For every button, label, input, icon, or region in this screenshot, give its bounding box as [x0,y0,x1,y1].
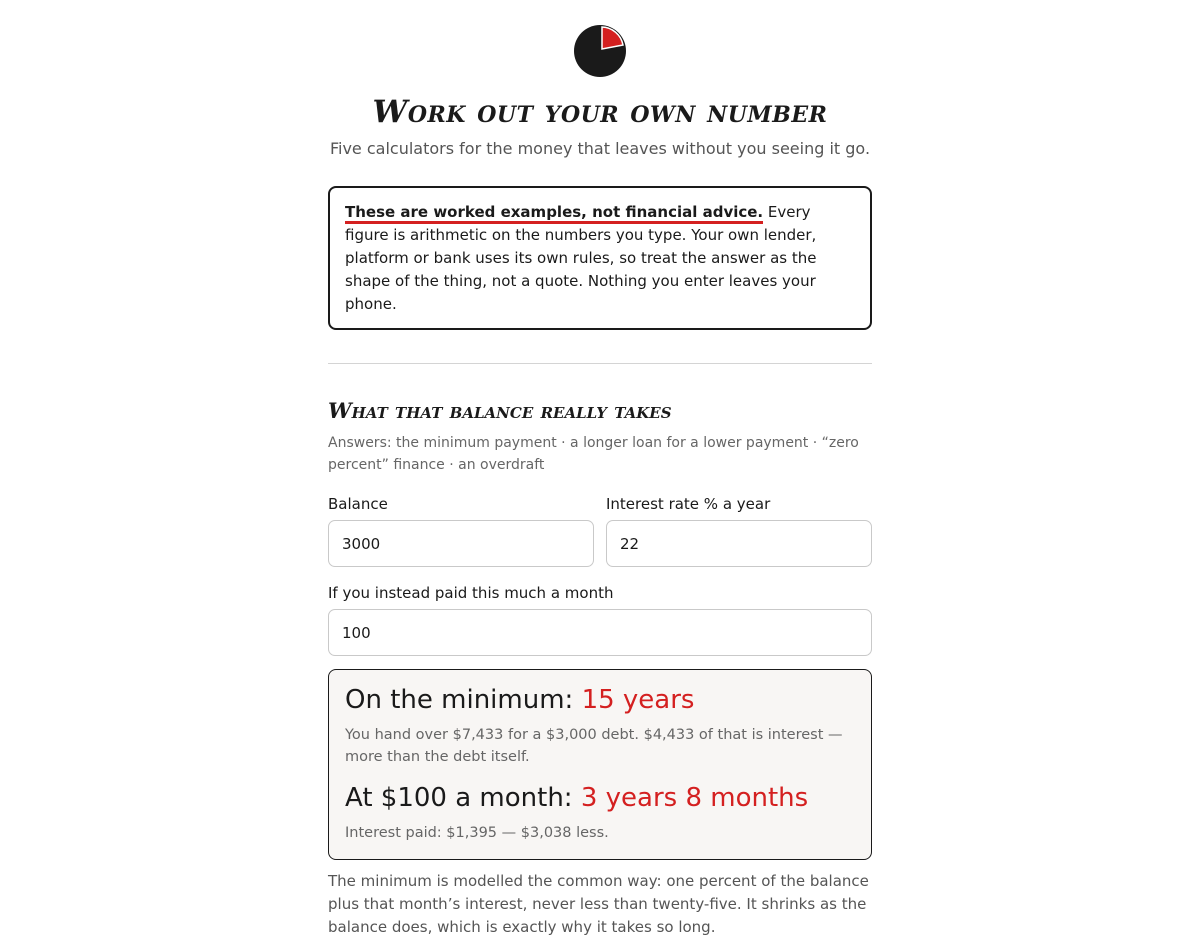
rate-field [606,494,872,567]
monthly-input[interactable] [328,609,872,656]
balance-field [328,494,594,567]
minimum-duration: 15 years [581,685,695,715]
disclaimer-box [328,186,872,330]
alternative-prefix: At $100 a month: [345,783,581,813]
minimum-headline [345,682,855,718]
monthly-field [328,583,872,656]
alternative-detail: Interest paid: $1,395 — $3,038 less. [345,825,609,841]
result-panel [328,669,872,860]
footnote: The minimum is modelled the common way: one percent of the balance plus that month’s interest, never less than twenty-five. It shrinks as the balance does, which is exactly why it takes so long. [328,872,869,936]
monthly-label: If you instead paid this much a month [328,584,614,602]
divider [328,363,872,364]
alternative-headline [345,780,855,816]
monthly-row [328,583,872,656]
rate-label: Interest rate % a year [606,495,771,513]
balance-rate-row [328,494,872,567]
pie-chart-icon [573,24,627,78]
section-title: What that balance really takes [328,398,672,423]
page [328,24,872,939]
page-subtitle: Five calculators for the money that leaves without you seeing it go. [329,139,871,158]
page-title: Work out your own number [372,94,828,130]
balance-input[interactable] [328,520,594,567]
balance-label: Balance [328,495,388,513]
rate-input[interactable] [606,520,872,567]
section-answers: Answers: the minimum payment · a longer loan for a lower payment · “zero percent” finance · an overdraft [328,435,859,473]
minimum-prefix: On the minimum: [345,685,582,715]
minimum-detail: You hand over $7,433 for a $3,000 debt. $4,433 of that is interest — more than the debt itself. [345,727,843,765]
alternative-duration: 3 years 8 months [580,783,809,813]
disclaimer-body: Every figure is arithmetic on the numbers you type. Your own lender, platform or bank uses its own rules, so treat the answer as the shape of the thing, not a quote. Nothing you enter leaves your phone. [345,203,817,313]
disclaimer-lead: These are worked examples, not financial advice. [345,203,763,224]
